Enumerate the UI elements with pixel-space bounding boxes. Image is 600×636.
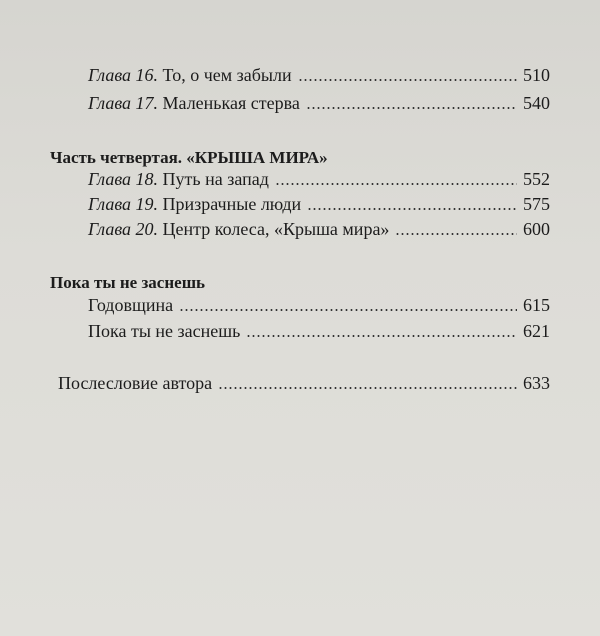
section-heading: Пока ты не заснешь <box>50 273 206 292</box>
page-number: 575 <box>523 194 550 214</box>
toc-entry-chapter-19 <box>88 193 550 215</box>
chapter-label: Глава 18. Путь на запад <box>88 169 269 189</box>
page-number: 510 <box>523 65 550 85</box>
toc-entry-afterword <box>58 372 550 394</box>
chapter-label: Глава 17. Маленькая стерва <box>88 93 300 113</box>
leader-dots <box>395 233 517 235</box>
leader-dots <box>298 79 517 81</box>
leader-dots <box>218 387 517 389</box>
toc-entry-story-2 <box>88 320 550 342</box>
leader-dots <box>307 208 517 210</box>
leader-dots <box>306 107 517 109</box>
leader-dots <box>246 335 517 337</box>
toc-entry-chapter-16 <box>88 64 550 86</box>
toc-entry-chapter-20 <box>88 218 550 240</box>
page-number: 633 <box>523 373 550 393</box>
chapter-label: Глава 20. Центр колеса, «Крыша мира» <box>88 219 390 239</box>
story-label: Пока ты не заснешь <box>88 321 241 341</box>
part-four-heading: Часть четвертая. «КРЫША МИРА» <box>50 148 328 167</box>
page-number: 552 <box>523 169 550 189</box>
page-number: 615 <box>523 295 550 315</box>
toc-entry-chapter-18 <box>88 168 550 190</box>
leader-dots <box>179 309 517 311</box>
leader-dots <box>275 183 517 185</box>
chapter-label: Глава 16. То, о чем забыли <box>88 65 292 85</box>
story-label: Годовщина <box>88 295 174 315</box>
page-number: 540 <box>523 93 550 113</box>
toc-entry-story-1 <box>88 294 550 316</box>
afterword-label: Послесловие автора <box>58 373 213 393</box>
toc-entry-chapter-17 <box>88 92 550 114</box>
chapter-label: Глава 19. Призрачные люди <box>88 194 302 214</box>
page-number: 621 <box>523 321 550 341</box>
page-number: 600 <box>523 219 550 239</box>
